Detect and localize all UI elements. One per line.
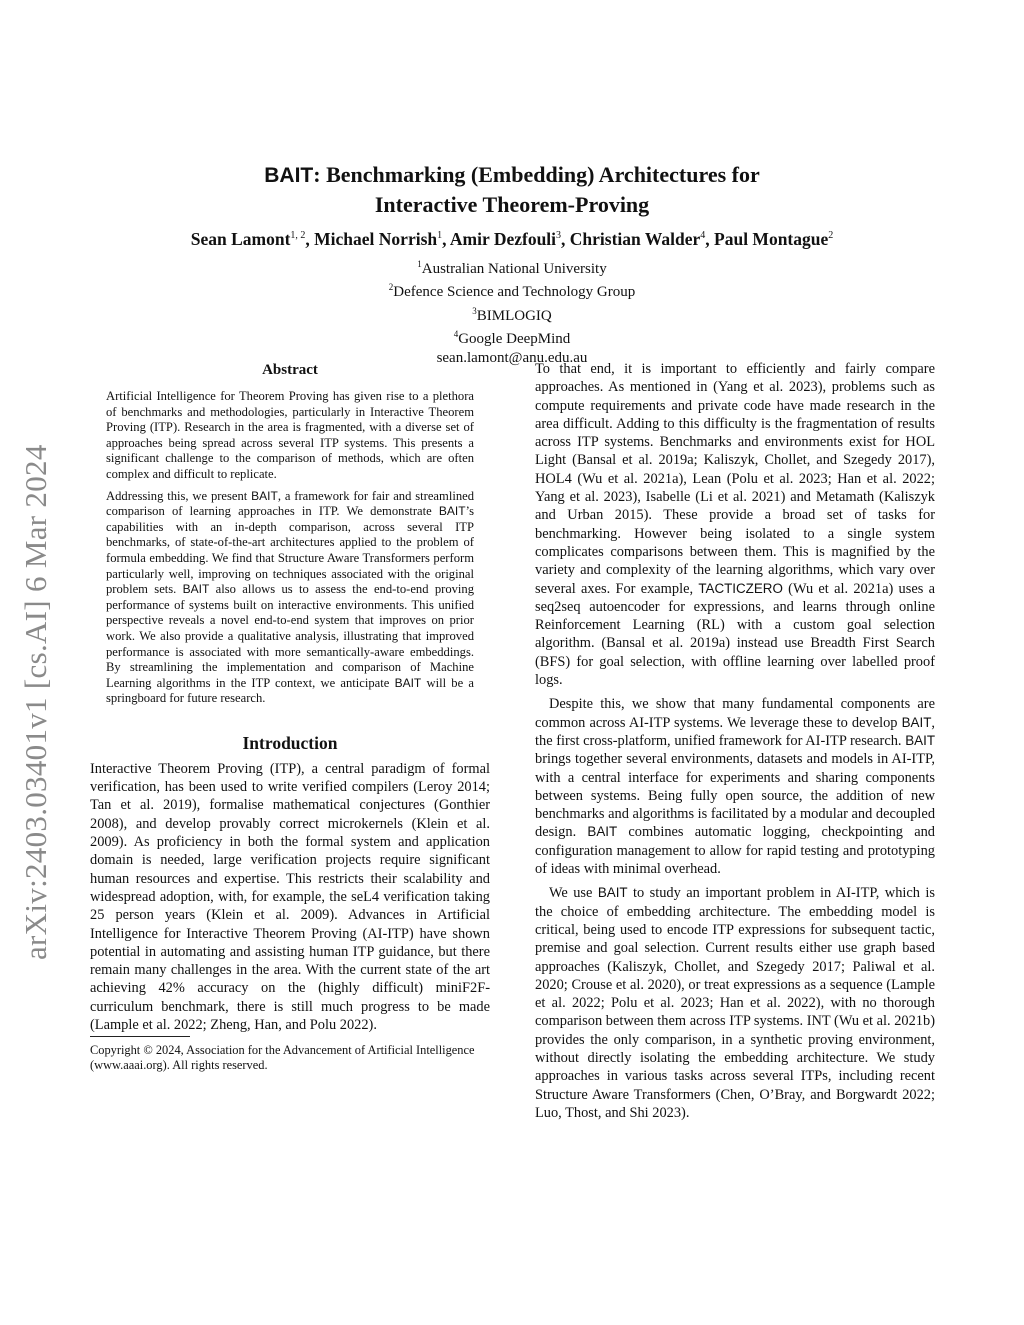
text-run: also allows us to assess the end-to-end proving performance of systems built on interactive environments. This unified perspective reveals a novel end-to-end system that improves on prior work. We also provide a qualitative analysis, illustrating that improved performance is associated with more semantically-aware embeddings. By streamlining the implementation and comparison of Machine Learning algorithms in the ITP context, we anticipate xyxy=(106,582,475,690)
affiliation-name: Australian National University xyxy=(421,261,607,277)
author-affiliation-mark: 4 xyxy=(700,230,706,242)
copyright-footnote: Copyright © 2024, Association for the Advancement of Artificial Intelligence (www.aaai.org). All rights reserved. xyxy=(90,1043,475,1073)
affiliation xyxy=(0,302,1024,325)
text-run: , a framework for fair and streamlined comparison of learning approaches in ITP. We demonstrate xyxy=(106,488,474,519)
affiliation-list xyxy=(0,255,1024,367)
affiliation-name: Defence Science and Technology Group xyxy=(393,284,636,301)
footnote-divider xyxy=(90,1036,190,1037)
affiliation-number: 2 xyxy=(388,282,394,293)
system-name: BAIT xyxy=(905,732,935,748)
author-affiliation-mark: 3 xyxy=(556,230,562,242)
system-name: BAIT xyxy=(394,675,422,690)
left-column xyxy=(90,360,490,1073)
author: Paul Montague xyxy=(714,229,829,249)
system-name: BAIT xyxy=(182,582,210,597)
author: Sean Lamont xyxy=(190,229,291,249)
author: Amir Dezfouli xyxy=(449,229,557,249)
affiliation xyxy=(0,255,1024,278)
text-run: , the first cross-platform, unified framework for AI-ITP research. xyxy=(535,714,935,749)
author-affiliation-mark: 1, 2 xyxy=(290,230,306,242)
section-heading-introduction: Introduction xyxy=(242,732,338,753)
body-paragraph: Interactive Theorem Proving (ITP), a central paradigm of formal verification, has been used to write verified compilers (Leroy 2014; Tan et al. 2019), formalise mathematical conjectures (Gonthier 2008), and develop provably correct microkernels (Klein et al. 2009). As proficiency in both the formal system and application domain is needed, large verification projects require significant human resources and expertise. This restricts their scalability and widespread adoption, with, for example, the seL4 verification taking 25 person years (Klein et al. 2009). Advances in Artificial Intelligence for Interactive Theorem Proving (AI-ITP) have shown potential in automating and assisting human ITP guidance, but there remain many challenges in the area. With the current state of the art achieving 42% accuracy on the (highly difficult) miniF2F-curriculum benchmark, there is still much progress to be made (Lample et al. 2022; Zheng, Han, and Polu 2022). xyxy=(90,760,490,1034)
system-name: BAIT xyxy=(597,885,628,901)
abstract-paragraph xyxy=(106,489,474,707)
contact-email[interactable]: sean.lamont@anu.edu.au xyxy=(436,349,588,366)
body-paragraph xyxy=(535,695,935,878)
affiliation-number: 3 xyxy=(472,305,477,316)
author-affiliation-mark: 2 xyxy=(828,230,834,242)
author: Christian Walder xyxy=(569,229,701,249)
affiliation-name: Google DeepMind xyxy=(458,331,571,348)
text-run: Addressing this, we present xyxy=(106,488,252,503)
author-list: Sean Lamont$^{1, 2}$, Michael Norrish$^1$, Amir Dezfouli$^3$, Christian Walder$^4$, Paul Montague$^2$ xyxy=(190,229,834,249)
system-name: BAIT xyxy=(251,488,278,503)
paper-title xyxy=(0,160,1024,219)
right-column xyxy=(535,360,935,1122)
text-run: (Wu et al. 2021a) uses a seq2seq autoencoder for expressions, and learns through online Reinforcement Learning (RL) with a custom goal selection algorithm. (Bansal et al. 2019a) instead use Breadth First Search (BFS) for goal selection, with offline learning over labelled proof logs. xyxy=(535,580,935,689)
text-run: will be a springboard for future research. xyxy=(106,675,474,706)
text-run: ’s capabilities with an in-depth comparison, across several ITP benchmarks, of state-of-the-art architectures applied to the problem of formula embedding. We find that Structure Aware Transformers perform particularly well, improving on techniques associated with the original problem sets. xyxy=(106,504,474,597)
affiliation-number: 1 xyxy=(417,259,422,269)
affiliation xyxy=(0,278,1024,301)
affiliation-number: 4 xyxy=(453,329,459,340)
author-affiliation-mark: 1 xyxy=(437,230,443,242)
abstract-paragraph: Artificial Intelligence for Theorem Proving has given rise to a plethora of benchmarks and methodologies, particularly in Interactive Theorem Proving (ITP). Research in the area is fragmented, with a diverse set of approaches being spread across several ITP systems. This presents a significant challenge to the comparison of methods, which are often complex and difficult to replicate. xyxy=(106,389,474,481)
abstract-heading: Abstract xyxy=(262,362,318,378)
affiliation xyxy=(0,325,1024,348)
affiliation-name: BIMLOGIQ xyxy=(476,307,552,324)
text-run: to study an important problem in AI-ITP, which is the choice of embedding architecture. The embedding model is critical, being used to encode ITP expressions for subsequent tactic, premise and goal selection. Current results either use graph based approaches (Kaliszyk, Chollet, and Szegedy 2017; Paliwal et al. 2020; Crouse et al. 2020), or treat expressions as a sequence (Lample et al. 2022; Polu et al. 2023; Han et al. 2022), with no thorough comparison between them across ITP systems. INT (Wu et al. 2021b) provides the only comparison, in a synthetic proving environment, without directly isolating the embedding architecture. We study approaches in various tasks across several ITPs, including recent Structure Aware Transformers (Chen, O’Bray, and Borgwardt 2022; Luo, Thost, and Shi 2023). xyxy=(535,885,935,1121)
text-run: brings together several environments, datasets and models in AI-ITP, with a central interface for experiments and sharing components between systems. Being fully open source, the addition of new benchmarks and algorithms is facilitated by a modular and decoupled design. xyxy=(535,751,936,841)
text-run: To that end, it is important to efficiently and fairly compare approaches. As mentioned in (Yang et al. 2023), problems such as compute requirements and private code have made research in the area difficult. Adding to this difficulty is the fragmentation of results across ITP systems. Benchmarks and environments exist for HOL Light (Bansal et al. 2019a; Kaliszyk, Chollet, and Szegedy 2017), HOL4 (Wu et al. 2021a), Lean (Polu et al. 2023; Han et al. 2022; Yang et al. 2023), Isabelle (Li et al. 2021) and Metamath (Kaliszyk and Urban 2015). These provide a broad set of tasks for benchmarking. However being isolated to a single system complicates comparisons between them. This is magnified by the variety and complexity of the learning algorithms, which vary over several axes. For example, xyxy=(535,361,935,597)
text-run: combines automatic logging, checkpointing and configuration management to allow for rapid testing and prototyping of ideas with minimal overhead. xyxy=(535,824,935,878)
text-run: Despite this, we show that many fundamental components are common across AI-ITP systems. We leverage these to develop xyxy=(535,696,935,731)
arxiv-identifier: arXiv:2403.03401v1 [cs.AI] 6 Mar 2024 xyxy=(18,444,53,960)
title-system-name: BAIT xyxy=(264,164,314,187)
title-line1: : Benchmarking (Embedding) Architectures for xyxy=(313,162,760,187)
system-name: BAIT xyxy=(587,824,618,840)
system-name: BAIT xyxy=(438,504,466,519)
body-paragraph xyxy=(535,884,935,1122)
title-line2: Interactive Theorem-Proving xyxy=(374,192,650,217)
system-name: BAIT xyxy=(901,714,932,730)
system-name: TACTICZERO xyxy=(698,580,783,596)
body-paragraph xyxy=(535,360,935,689)
author: Michael Norrish xyxy=(314,229,438,249)
text-run: We use xyxy=(549,885,598,902)
